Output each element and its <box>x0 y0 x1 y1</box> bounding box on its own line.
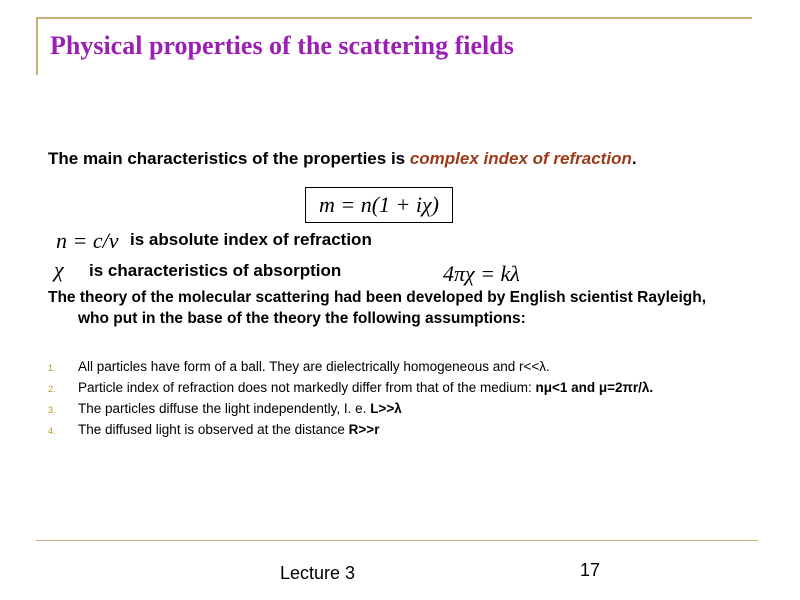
list-item-text: Particle index of refraction does not markedly differ from that of the medium: <box>78 380 536 395</box>
absorption-description: is characteristics of absorption <box>89 261 342 280</box>
refraction-index-formula: n = c/v <box>56 228 119 253</box>
footer-lecture-label: Lecture 3 <box>280 563 356 583</box>
list-item-emphasis: L>>λ <box>370 401 402 416</box>
slide-title: Physical properties of the scattering fields <box>50 31 514 60</box>
list-item <box>48 420 718 439</box>
intro-end: . <box>631 149 637 168</box>
list-item-emphasis: nμ<1 and μ=2πr/λ. <box>535 380 654 395</box>
absorption-relation-formula: 4πχ = kλ <box>443 261 520 286</box>
list-item-number: 2. <box>48 384 56 394</box>
list-item-number: 4. <box>48 426 56 436</box>
complex-index-formula-text: m = n(1 + iχ) <box>318 192 440 217</box>
absorption-symbol: χ <box>54 257 64 282</box>
list-item <box>48 399 718 418</box>
footer-rule <box>36 540 758 541</box>
theory-paragraph: The theory of the molecular scattering had been developed by English scientist Rayleigh, who put in the base of the theory the following assumptions: <box>48 289 707 327</box>
refraction-index-description: is absolute index of refraction <box>130 230 372 249</box>
slide-number: 17 <box>580 560 601 580</box>
complex-index-formula <box>305 187 453 223</box>
assumptions-list <box>48 357 718 441</box>
list-item-number: 1. <box>48 363 56 373</box>
intro-paragraph <box>48 146 738 171</box>
list-item-emphasis: R>>r <box>348 422 380 437</box>
list-item-text: The particles diffuse the light independently, I. e. <box>78 401 371 416</box>
list-item <box>48 378 718 397</box>
intro-highlight: complex index of refraction <box>409 149 632 168</box>
frame-top-rule <box>36 17 752 19</box>
intro-text: The main characteristics of the properties is <box>48 149 410 168</box>
list-item <box>48 357 718 376</box>
list-item-text: The diffused light is observed at the distance <box>78 422 349 437</box>
list-item-number: 3. <box>48 405 56 415</box>
list-item-text: All particles have form of a ball. They are dielectrically homogeneous and r<<λ. <box>78 359 550 374</box>
frame-left-rule <box>36 17 38 75</box>
